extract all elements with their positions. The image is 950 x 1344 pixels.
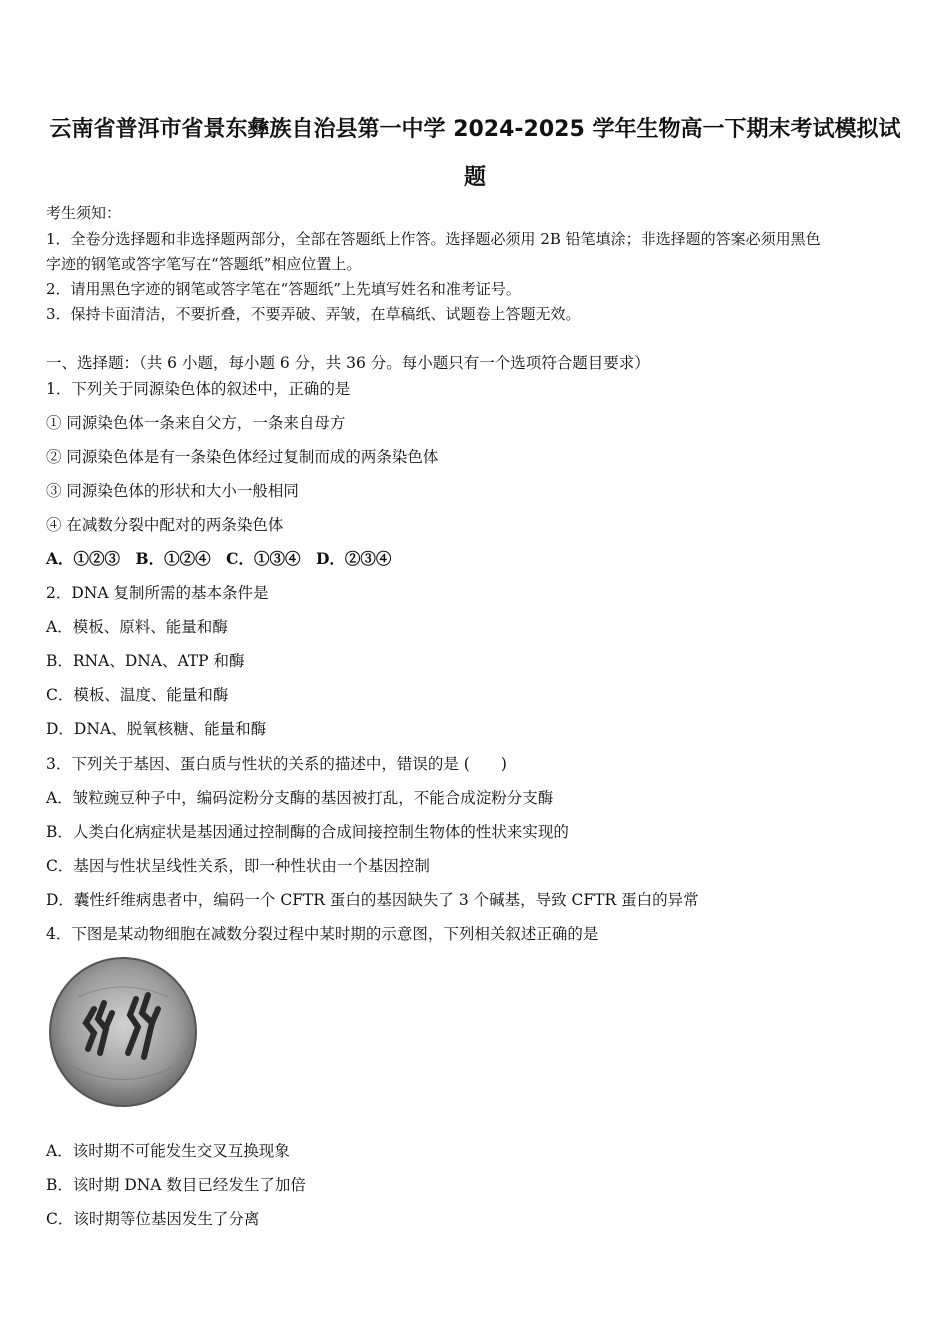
q1-options: A．①②③ B．①②④ C．①③④ D．②③④ (46, 549, 392, 568)
q2-option-c: C．模板、温度、能量和酶 (46, 686, 229, 704)
q4-option-b: B．该时期 DNA 数目已经发生了加倍 (46, 1176, 306, 1194)
q3-option-a: A．皱粒豌豆种子中，编码淀粉分支酶的基因被打乱，不能合成淀粉分支酶 (46, 789, 554, 807)
q2-stem: 2．DNA 复制所需的基本条件是 (46, 584, 269, 602)
cell-division-figure (48, 957, 198, 1107)
q1-statement-1: ① 同源染色体一条来自父方，一条来自母方 (46, 414, 346, 432)
q4-stem: 4．下图是某动物细胞在减数分裂过程中某时期的示意图，下列相关叙述正确的是 (46, 925, 599, 943)
q1-statement-2: ② 同源染色体是有一条染色体经过复制而成的两条染色体 (46, 448, 439, 466)
document-title-line2: 题 (463, 165, 486, 190)
q2-option-d: D．DNA、脱氧核糖、能量和酶 (46, 720, 267, 738)
q2-option-b: B．RNA、DNA、ATP 和酶 (46, 652, 245, 670)
q3-option-d: D．囊性纤维病患者中，编码一个 CFTR 蛋白的基因缺失了 3 个碱基，导致 CFTR 蛋白的异常 (46, 891, 699, 909)
q3-option-c: C．基因与性状呈线性关系，即一种性状由一个基因控制 (46, 857, 430, 875)
q1-statement-3: ③ 同源染色体的形状和大小一般相同 (46, 482, 299, 500)
q3-stem: 3．下列关于基因、蛋白质与性状的关系的描述中，错误的是 ( ) (46, 755, 507, 773)
section-heading: 一、选择题：（共 6 小题，每小题 6 分，共 36 分。每小题只有一个选项符合题目要求） (46, 354, 650, 372)
notice-item-3: 3．保持卡面清洁，不要折叠，不要弄破、弄皱，在草稿纸、试题卷上答题无效。 (46, 305, 581, 323)
q1-statement-4: ④ 在减数分裂中配对的两条染色体 (46, 516, 284, 534)
q4-option-a: A．该时期不可能发生交叉互换现象 (46, 1142, 290, 1160)
q3-option-b: B．人类白化病症状是基因通过控制酶的合成间接控制生物体的性状来实现的 (46, 823, 569, 841)
q1-stem: 1．下列关于同源染色体的叙述中，正确的是 (46, 380, 351, 398)
q2-option-a: A．模板、原料、能量和酶 (46, 618, 228, 636)
notice-item-1b: 字迹的钢笔或答字笔写在“答题纸”相应位置上。 (46, 255, 362, 273)
notice-item-1a: 1．全卷分选择题和非选择题两部分，全部在答题纸上作答。选择题必须用 2B 铅笔填涂；非选择题的答案必须用黑色 (46, 230, 821, 248)
document-title-line1: 云南省普洱市省景东彝族自治县第一中学 2024-2025 学年生物高一下期末考试模拟试 (49, 117, 901, 142)
notice-item-2: 2．请用黑色字迹的钢笔或答字笔在“答题纸”上先填写姓名和准考证号。 (46, 280, 521, 298)
q4-option-c: C．该时期等位基因发生了分离 (46, 1210, 260, 1228)
notice-heading: 考生须知： (46, 204, 122, 222)
